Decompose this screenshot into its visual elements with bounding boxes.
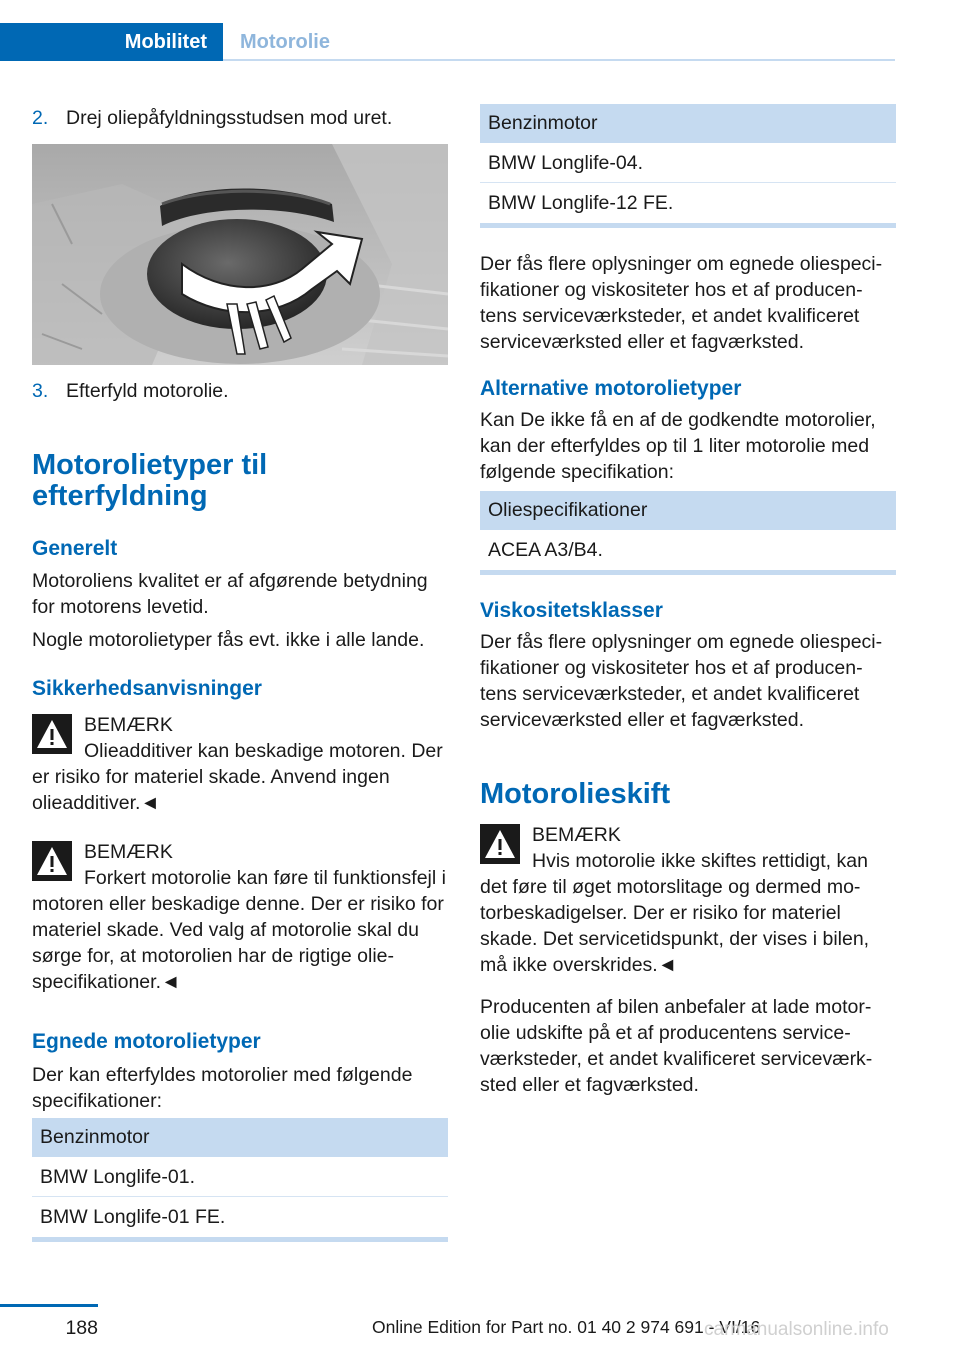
table-row: ACEA A3/B4. bbox=[488, 539, 603, 561]
note-lead: BEMÆRK bbox=[532, 824, 621, 846]
tab-motorolie[interactable]: Motorolie bbox=[240, 31, 330, 53]
warning-triangle-icon bbox=[32, 714, 72, 754]
warning-triangle-icon bbox=[32, 841, 72, 881]
table-row: BMW Longlife-12 FE. bbox=[488, 192, 674, 214]
paragraph-info-1: Der fås flere oplysninger om egnede oliespeci-fikationer og viskositeter hos et af producen-tens serviceværksteder, et andet kvalificeret serviceværksted eller et fagværksted. bbox=[480, 253, 883, 353]
table-header: Oliespecifikationer bbox=[480, 491, 896, 530]
edition-info: Online Edition for Part no. 01 40 2 974 691 - VI/16 bbox=[372, 1317, 761, 1337]
paragraph-viskositet: Der fås flere oplysninger om egnede oliespeci-fikationer og viskositeter hos et af producen-tens serviceværksteder, et andet kvalificeret serviceværksted eller et fagværksted. bbox=[480, 631, 883, 731]
oil-spec-table-right bbox=[480, 104, 896, 228]
page-number: 188 bbox=[65, 1317, 98, 1339]
note-body: Olieadditiver kan beskadige motoren. Der er risiko for materiel skade. Anvend ingen olieadditiver.◄ bbox=[32, 740, 443, 814]
paragraph-generelt-2: Nogle motorolietyper fås evt. ikke i alle lande. bbox=[32, 629, 425, 651]
heading-generelt: Generelt bbox=[32, 537, 118, 560]
paragraph-alternative: Kan De ikke få en af de godkendte motorolier, kan der efterfyldes op til 1 liter motorolie med følgende specifikation: bbox=[480, 409, 876, 483]
note-lead: BEMÆRK bbox=[84, 714, 173, 736]
tab-mobilitet[interactable]: Mobilitet bbox=[0, 23, 223, 61]
footer-rule bbox=[0, 1304, 98, 1307]
note-body: Forkert motorolie kan føre til funktionsfejl i motoren eller beskadige denne. Der er risiko for materiel skade. Ved valg af motorolie skal du sørge for, at motorolien har de rigtige olie-specifikationer.◄ bbox=[32, 867, 446, 993]
watermark: carmanualsonline.info bbox=[704, 1319, 889, 1340]
tab-underline bbox=[223, 59, 895, 61]
heading-alternative-motorolietyper: Alternative motorolietyper bbox=[480, 377, 742, 400]
table-bottom-bar bbox=[480, 223, 896, 228]
table-bottom-bar bbox=[480, 570, 896, 575]
oil-cap-illustration bbox=[32, 144, 448, 365]
table-row: BMW Longlife-04. bbox=[480, 143, 896, 183]
paragraph-egnede: Der kan efterfyldes motorolier med følgende specifikationer: bbox=[32, 1064, 413, 1112]
table-header: Benzinmotor bbox=[480, 104, 896, 143]
note-body: Hvis motorolie ikke skiftes rettidigt, kan det føre til øget motorslitage og dermed mo-torbeskadigelser. Der er risiko for materiel skade. Det servicetidspunkt, der vises i bilen, må ikke overskrides.◄ bbox=[480, 850, 870, 976]
step-2 bbox=[32, 105, 448, 131]
heading-viskositetsklasser: Viskositetsklasser bbox=[480, 599, 663, 622]
step-text: Efterfyld motorolie. bbox=[66, 380, 229, 402]
oil-spec-table-alternative bbox=[480, 491, 896, 575]
heading-egnede-motorolietyper: Egnede motorolietyper bbox=[32, 1030, 261, 1053]
table-row: BMW Longlife-01. bbox=[32, 1157, 448, 1197]
table-row: BMW Longlife-01 FE. bbox=[40, 1206, 226, 1228]
paragraph-generelt-1: Motoroliens kvalitet er af afgørende betydning for motorens levetid. bbox=[32, 570, 428, 618]
paragraph-producent: Producenten af bilen anbefaler at lade motor-olie udskifte på et af producentens service-værksteder, et andet kvalificeret serviceværk-sted eller et fagværksted. bbox=[480, 996, 873, 1096]
table-header: Benzinmotor bbox=[32, 1118, 448, 1157]
heading-sikkerhedsanvisninger: Sikkerhedsanvisninger bbox=[32, 677, 262, 700]
note-lead: BEMÆRK bbox=[84, 841, 173, 863]
oil-cap-image bbox=[32, 144, 448, 365]
warning-note-3 bbox=[480, 822, 896, 978]
step-text: Drej oliepåfyldningsstudsen mod uret. bbox=[66, 107, 393, 129]
step-number: 3. bbox=[32, 380, 49, 402]
section-title-motorolietyper: Motorolietyper til efterfyldning bbox=[32, 449, 268, 512]
chapter-tabs bbox=[0, 23, 895, 61]
step-3 bbox=[32, 378, 448, 404]
table-bottom-bar bbox=[32, 1237, 448, 1242]
step-number: 2. bbox=[32, 107, 49, 129]
warning-triangle-icon bbox=[480, 824, 520, 864]
section-title-motorolieskift: Motorolieskift bbox=[480, 778, 671, 810]
warning-note-1 bbox=[32, 712, 448, 816]
warning-note-2 bbox=[32, 839, 448, 995]
oil-spec-table-left bbox=[32, 1118, 448, 1242]
